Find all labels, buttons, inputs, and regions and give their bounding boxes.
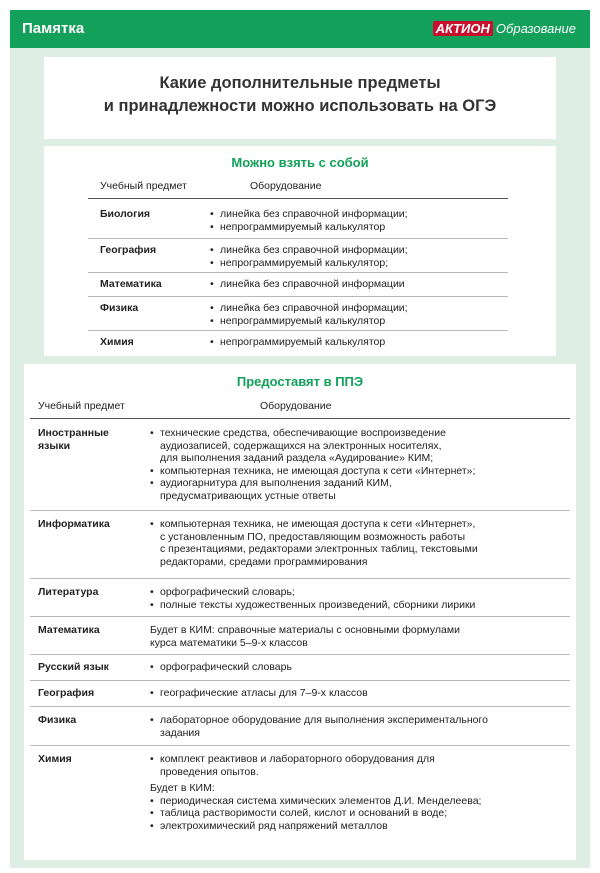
list-item-line: • технические средства, обеспечивающие воспроизведение — [160, 427, 446, 439]
list-item: • орфографический словарь; — [150, 586, 475, 599]
subject-name-line: языки — [38, 440, 71, 452]
list-item: • непрограммируемый калькулятор; — [210, 257, 408, 270]
equipment-list — [150, 753, 481, 832]
list-item-line: задания — [160, 726, 200, 739]
list-item-line: • компьютерная техника, не имеющая доступа к сети «Интернет»; — [160, 464, 476, 477]
subject-name: Литература — [38, 586, 99, 598]
subject-name: Физика — [100, 302, 139, 314]
list-item: • непрограммируемый калькулятор — [210, 315, 408, 328]
column-header-equipment: Оборудование — [250, 180, 322, 192]
row-divider — [30, 706, 570, 707]
equipment-list — [210, 208, 408, 233]
list-item — [150, 753, 481, 778]
list-item: • периодическая система химических элементов Д.И. Менделеева; — [150, 795, 481, 808]
row-divider — [88, 330, 508, 331]
text-line: курса математики 5–9-х классов — [150, 636, 308, 649]
list-item-line: для выполнения заданий раздела «Аудирование» КИМ; — [160, 452, 434, 464]
list-item-line: • комплект реактивов и лабораторного оборудования для — [160, 753, 435, 765]
subject-name: Математика — [100, 278, 162, 290]
list-item-line: • компьютерная техника, не имеющая доступа к сети «Интернет», — [160, 518, 476, 530]
subject-name-line: Иностранные — [38, 427, 109, 439]
subject-name: География — [100, 244, 157, 256]
memo-page — [10, 10, 590, 868]
list-item-line: редакторами, средами программирования — [160, 555, 368, 568]
equipment-list — [150, 427, 475, 502]
header-title: Памятка — [22, 20, 85, 37]
title-box — [44, 57, 556, 139]
page-title-line1: Какие дополнительные предметы — [159, 74, 441, 92]
row-divider — [30, 745, 570, 746]
subject-name: География — [38, 687, 95, 699]
list-item-line: предусматривающих устные ответы — [160, 489, 336, 502]
section-title: Можно взять с собой — [231, 155, 369, 170]
list-item-line: аудиозаписей, содержащихся на электронных носителях, — [160, 439, 442, 452]
list-item-line: • лабораторное оборудование для выполнения экспериментального — [160, 714, 488, 726]
subject-name — [38, 427, 109, 453]
column-header-equipment: Оборудование — [260, 400, 332, 412]
equipment-list — [210, 244, 408, 269]
header-divider — [88, 198, 508, 199]
equipment-text — [150, 624, 460, 649]
list-item — [150, 518, 478, 568]
kim-note: Будет в КИМ: — [150, 782, 215, 794]
page-title-line2: и принадлежности можно использовать на ОГЭ — [103, 97, 497, 115]
subject-name: Биология — [100, 208, 151, 220]
section-title: Предоставят в ППЭ — [236, 374, 364, 389]
brand-mark: АКТИОН — [433, 21, 493, 36]
list-item: • линейка без справочной информации; — [210, 208, 408, 221]
row-divider — [88, 238, 508, 239]
equipment-list — [150, 687, 368, 700]
row-divider — [30, 578, 570, 579]
list-item: • непрограммируемый калькулятор — [210, 221, 408, 234]
list-item — [150, 427, 475, 465]
subject-name: Математика — [38, 624, 100, 636]
list-item — [150, 465, 475, 478]
row-divider — [30, 616, 570, 617]
subject-name: Информатика — [38, 518, 110, 530]
row-divider — [30, 680, 570, 681]
equipment-list — [150, 714, 488, 739]
list-item-line: с презентациями, редакторами электронных таблиц, текстовыми — [160, 543, 478, 555]
equipment-list — [150, 586, 475, 611]
equipment-list — [150, 661, 292, 674]
header-divider — [30, 418, 570, 419]
list-item: • линейка без справочной информации; — [210, 302, 408, 315]
list-item — [150, 477, 475, 502]
text-line: Будет в КИМ: справочные материалы с основными формулами — [150, 624, 460, 636]
subject-name: Химия — [100, 336, 134, 348]
page-title — [44, 72, 556, 118]
brand-name: Образование — [495, 21, 576, 36]
section-take-with-you — [44, 146, 556, 356]
subject-name: Химия — [38, 753, 72, 765]
row-divider — [30, 510, 570, 511]
list-item: • линейка без справочной информации — [210, 278, 405, 291]
equipment-list — [150, 518, 478, 568]
equipment-list — [210, 336, 385, 349]
equipment-list — [210, 278, 405, 291]
list-item: • географические атласы для 7–9-х классов — [150, 687, 368, 700]
equipment-list — [210, 302, 408, 327]
column-header-subject: Учебный предмет — [38, 400, 125, 412]
list-item: • таблица растворимости солей, кислот и оснований в воде; — [150, 807, 481, 820]
row-divider — [30, 654, 570, 655]
list-item: • непрограммируемый калькулятор — [210, 336, 385, 349]
row-divider — [88, 296, 508, 297]
list-item: • полные тексты художественных произведений, сборники лирики — [150, 599, 475, 612]
list-item: • линейка без справочной информации; — [210, 244, 408, 257]
row-divider — [88, 272, 508, 273]
list-item: • электрохимический ряд напряжений металлов — [150, 820, 481, 833]
header-bar — [10, 10, 590, 48]
subject-name: Русский язык — [38, 661, 109, 673]
list-item: • орфографический словарь — [150, 661, 292, 674]
list-item-line: проведения опытов. — [160, 765, 259, 778]
column-header-subject: Учебный предмет — [100, 180, 187, 192]
brand-logo — [433, 21, 576, 36]
subject-name: Физика — [38, 714, 77, 726]
list-item-line: с установленным ПО, предоставляющим возможность работы — [160, 530, 466, 543]
section-provided-at-exam — [24, 364, 576, 860]
list-item — [150, 714, 488, 739]
list-item-line: • аудиогарнитура для выполнения заданий КИМ, — [160, 477, 392, 489]
